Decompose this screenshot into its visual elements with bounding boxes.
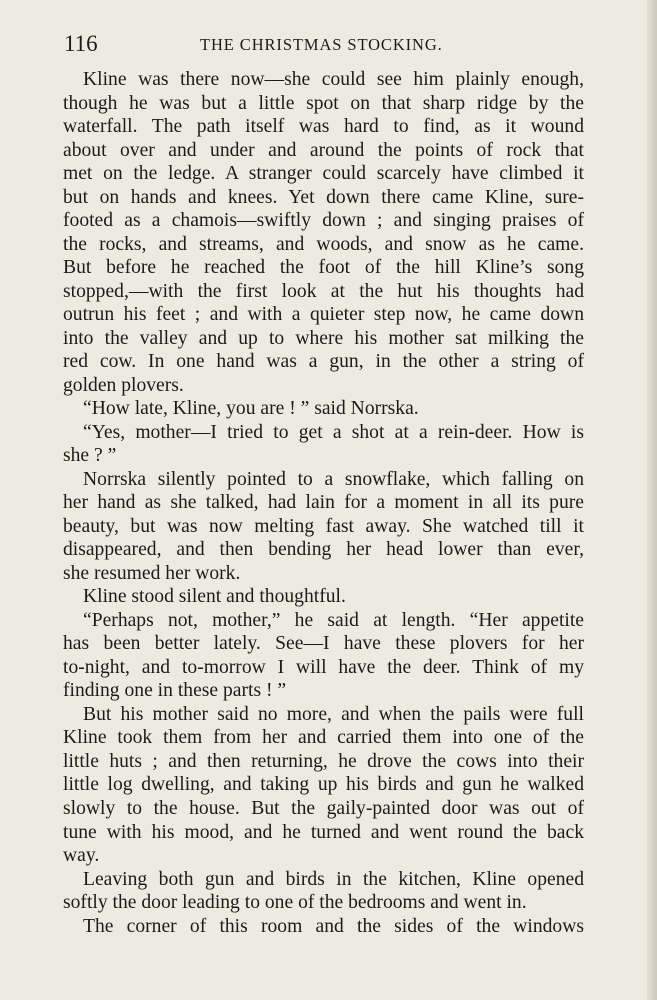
text-line: stopped,—with the first look at the hut his thoughts had: [63, 280, 584, 302]
text-line: softly the door leading to one of the bedrooms and went in.: [63, 892, 527, 914]
text-line: little huts ; and then returning, he drove the cows into their: [63, 750, 584, 772]
text-line: Leaving both gun and birds in the kitchen, Kline opened: [83, 868, 584, 890]
text-line: her hand as she talked, had lain for a moment in all its pure: [63, 492, 584, 514]
text-line: she ? ”: [63, 445, 117, 467]
text-line: But before he reached the foot of the hill Kline’s song: [63, 257, 584, 279]
text-line: red cow. In one hand was a gun, in the other a string of: [63, 351, 584, 373]
text-line: The corner of this room and the sides of the windows: [83, 915, 584, 937]
text-line: But his mother said no more, and when the pails were full: [83, 703, 584, 725]
page-gutter-shadow: [647, 0, 657, 1000]
text-line: she resumed her work.: [63, 562, 241, 584]
text-line: little log dwelling, and taking up his birds and gun he walked: [63, 774, 584, 796]
text-line: golden plovers.: [63, 374, 184, 396]
text-line: disappeared, and then bending her head lower than ever,: [63, 539, 584, 561]
text-line: has been better lately. See—I have these plovers for her: [63, 633, 584, 655]
text-line: waterfall. The path itself was hard to find, as it wound: [63, 116, 584, 138]
text-line: about over and under and around the points of rock that: [63, 139, 584, 161]
text-line: tune with his mood, and he turned and went round the back: [63, 821, 584, 843]
text-line: finding one in these parts ! ”: [63, 680, 287, 702]
text-line: into the valley and up to where his mother sat milking the: [63, 327, 584, 349]
text-line: to-night, and to-morrow I will have the deer. Think of my: [63, 656, 584, 678]
text-line: Kline stood silent and thoughtful.: [83, 586, 346, 608]
text-line: but on hands and knees. Yet down there came Kline, sure-: [63, 186, 584, 208]
running-title: THE CHRISTMAS STOCKING.: [200, 35, 443, 54]
body-text: [63, 68, 584, 938]
text-line: “Yes, mother—I tried to get a shot at a rein-deer. How is: [83, 421, 584, 443]
text-line: Norrska silently pointed to a snowflake, which falling on: [83, 468, 584, 490]
text-line: “Perhaps not, mother,” he said at length. “Her appetite: [83, 609, 584, 631]
text-line: outrun his feet ; and with a quieter step now, he came down: [63, 304, 584, 326]
text-line: though he was but a little spot on that sharp ridge by the: [63, 92, 584, 114]
text-line: the rocks, and streams, and woods, and snow as he came.: [63, 233, 584, 255]
text-line: slowly to the house. But the gaily-painted door was out of: [63, 797, 584, 819]
text-line: Kline took them from her and carried them into one of the: [63, 727, 584, 749]
text-line: “How late, Kline, you are ! ” said Norrska.: [83, 398, 419, 420]
page-number: 116: [64, 31, 98, 56]
text-line: way.: [63, 845, 100, 867]
text-line: Kline was there now—she could see him plainly enough,: [83, 69, 584, 90]
text-line: beauty, but was now melting fast away. She watched till it: [63, 515, 584, 537]
text-line: met on the ledge. A stranger could scarcely have climbed it: [63, 163, 584, 185]
page-header: [64, 30, 584, 60]
text-line: footed as a chamois—swiftly down ; and singing praises of: [63, 210, 584, 232]
